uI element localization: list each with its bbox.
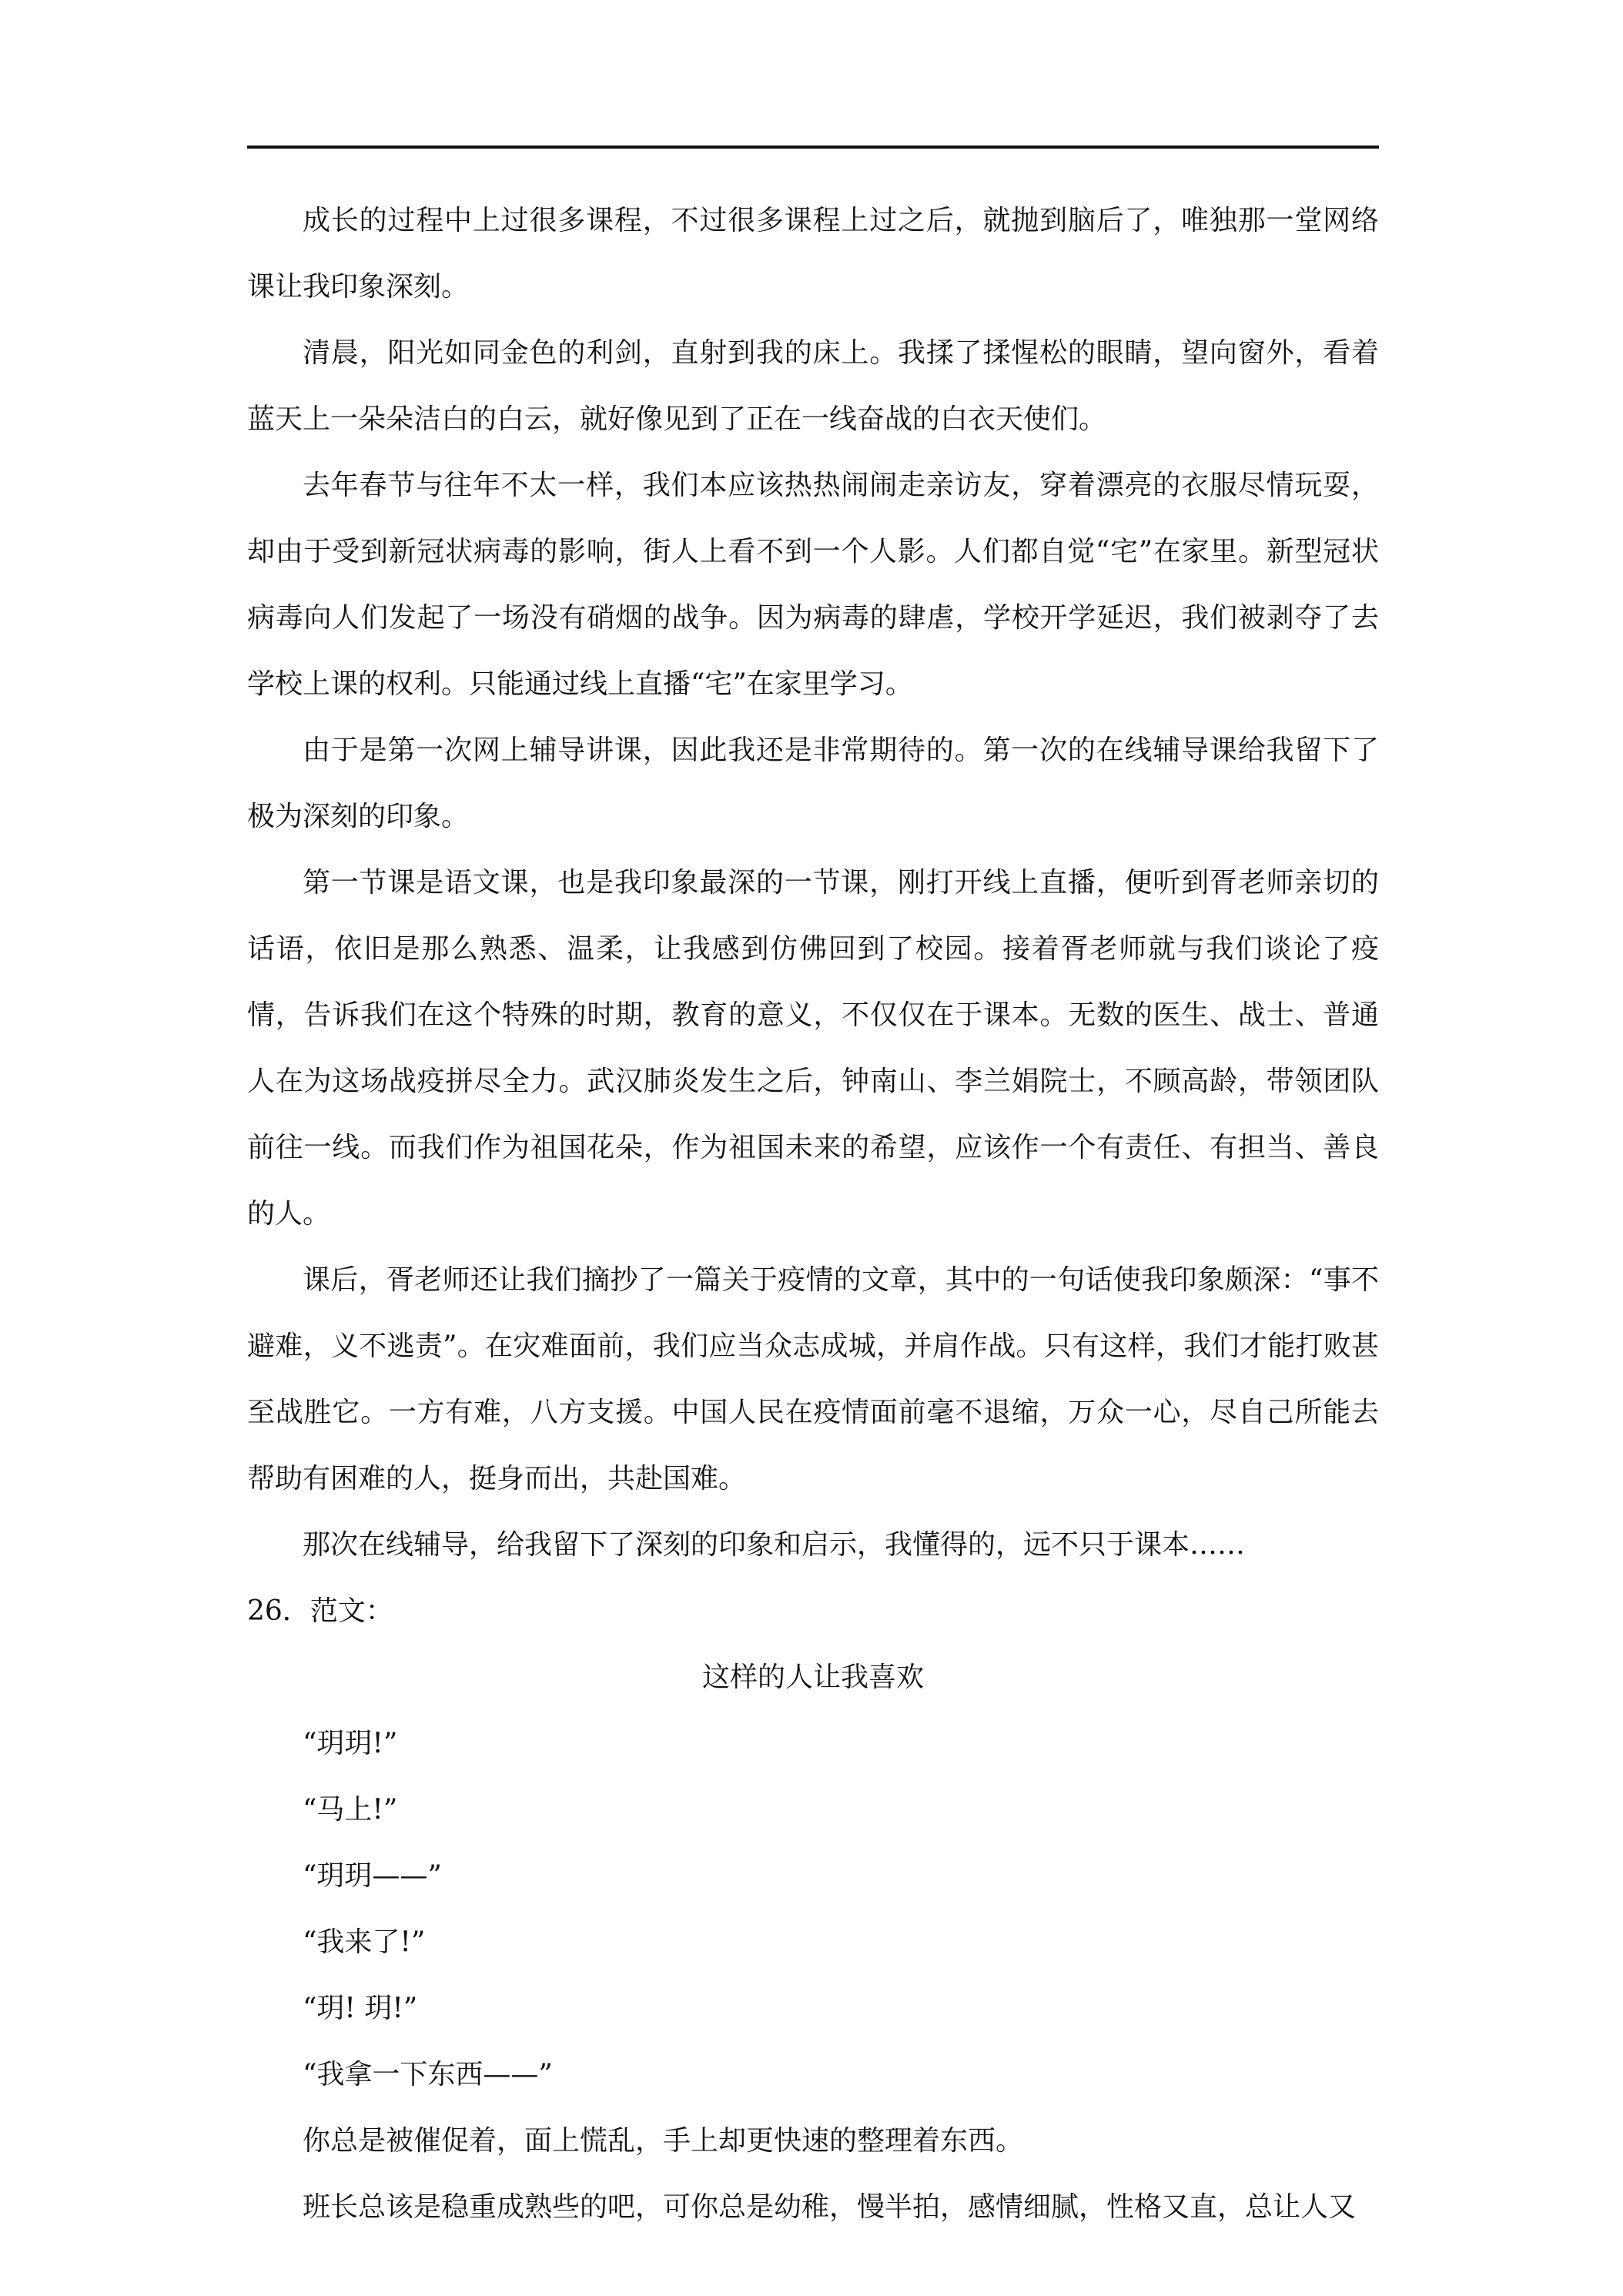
paragraph: 那次在线辅导，给我留下了深刻的印象和启示，我懂得的，远不只于课本……	[303, 1529, 1246, 1561]
header-rule	[247, 146, 1379, 149]
paragraph: 去年春节与往年不太一样，我们本应该热热闹闹走亲访友，穿着漂亮的衣服尽情玩耍，却由于受到新冠状病毒的影响，街人上看不到一个人影。人们都自觉“宅”在家里。新型冠状病毒向人们发起了一场没有硝烟的战争。因为病毒的肆虐，学校开学延迟，我们被剥夺了去学校上课的权利。只能通过线上直播“宅”在家里学习。	[247, 470, 1379, 700]
document-body	[247, 205, 1379, 2241]
dialogue-line: “马上!”	[303, 1794, 398, 1826]
paragraph: 清晨，阳光如同金色的利剑，直射到我的床上。我揉了揉惺松的眼睛，望向窗外，看着蓝天上一朵朵洁白的白云，就好像见到了正在一线奋战的白衣天使们。	[247, 337, 1379, 435]
paragraph: 课后，胥老师还让我们摘抄了一篇关于疫情的文章，其中的一句话使我印象颇深：“事不避难，义不逃责”。在灾难面前，我们应当众志成城，并肩作战。只有这样，我们才能打败甚至战胜它。一方有难，八方支援。中国人民在疫情面前毫不退缩，万众一心，尽自己所能去帮助有困难的人，挺身而出，共赴国难。	[247, 1264, 1379, 1494]
paragraph: 第一节课是语文课，也是我印象最深的一节课，刚打开线上直播，便听到胥老师亲切的话语，依旧是那么熟悉、温柔，让我感到仿佛回到了校园。接着胥老师就与我们谈论了疫情，告诉我们在这个特殊的时期，教育的意义，不仅仅在于课本。无数的医生、战士、普通人在为这场战疫拼尽全力。武汉肺炎发生之后，钟南山、李兰娟院士，不顾高龄，带领团队前往一线。而我们作为祖国花朵，作为祖国未来的希望，应该作一个有责任、有担当、善良的人。	[247, 867, 1379, 1230]
dialogue-line: “玥玥——”	[303, 1860, 442, 1892]
paragraph: 班长总该是稳重成熟些的吧，可你总是幼稚，慢半拍，感情细腻，性格又直，总让人又	[303, 2191, 1357, 2223]
item-label: 26．范文：	[247, 1595, 393, 1627]
dialogue-line: “玥玥!”	[303, 1728, 398, 1759]
paragraph: 你总是被催促着，面上慌乱，手上却更快速的整理着东西。	[303, 2125, 1024, 2157]
essay-title: 这样的人让我喜欢	[701, 1662, 924, 1693]
dialogue-line: “我拿一下东西——”	[303, 2059, 553, 2090]
dialogue-line: “我来了!”	[303, 1926, 426, 1958]
paragraph: 由于是第一次网上辅导讲课，因此我还是非常期待的。第一次的在线辅导课给我留下了极为深刻的印象。	[247, 735, 1379, 832]
dialogue-line: “玥! 玥!”	[303, 1993, 418, 2024]
paragraph: 成长的过程中上过很多课程，不过很多课程上过之后，就抛到脑后了，唯独那一堂网络课让我印象深刻。	[247, 205, 1379, 303]
